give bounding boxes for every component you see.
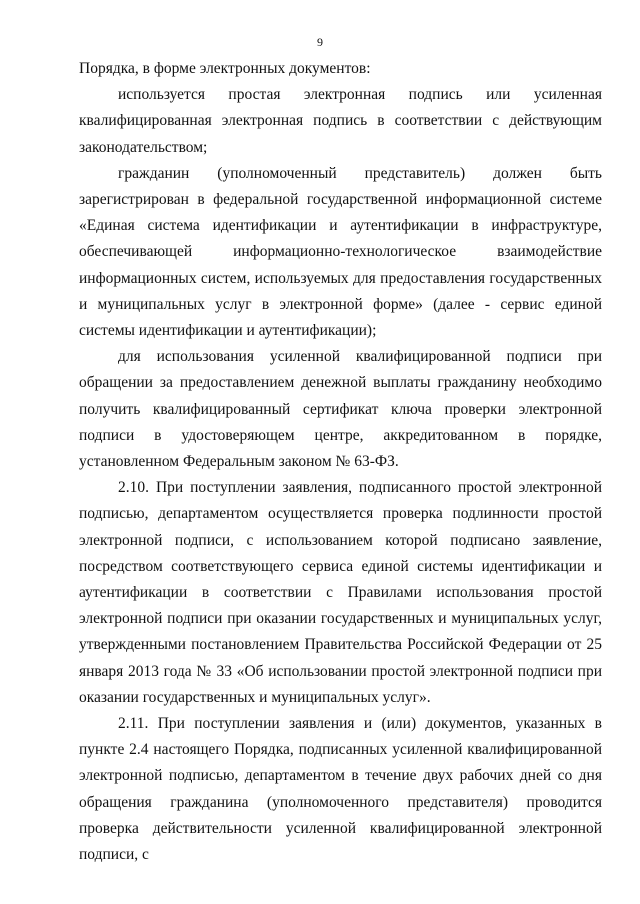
paragraph-2-10: 2.10. При поступлении заявления, подписанного простой электронной подписью, департаментом осуществляется проверка подлинности простой электронной подписи, с использованием которой подписано заявление, посредством соответствующего сервиса единой системы идентификации и аутентификации в соответствии с Правилами использования простой электронной подписи при оказании государственных и муниципальных услуг, утвержденными постановлением Правительства Российской Федерации от 25 января 2013 года № 33 «Об использовании простой электронной подписи при оказании государственных и муниципальных услуг». [79, 479, 602, 706]
paragraph-certificate-requirement: для использования усиленной квалифицированной подписи при обращении за предоставлением денежной выплаты гражданину необходимо получить квалифицированный сертификат ключа проверки электронной подписи в удостоверяющем центре, аккредитованном в порядке, установленном Федеральным законом № 63-ФЗ. [79, 348, 602, 471]
paragraph-signature-type: используется простая электронная подпись или усиленная квалифицированная электронная подпись в соответствии с действующим законодательством; [79, 86, 602, 156]
paragraph-2-11: 2.11. При поступлении заявления и (или) документов, указанных в пункте 2.4 настоящего Порядка, подписанных усиленной квалифицированной электронной подписью, департаментом в течение двух рабочих дней со дня обращения гражданина (уполномоченного представителя) проводится проверка действительности усиленной квалифицированной электронной подписи, с [79, 715, 602, 864]
page-number: 9 [317, 35, 323, 49]
paragraph-intro-continuation: Порядка, в форме электронных документов: [79, 60, 371, 77]
paragraph-esia-registration: гражданин (уполномоченный представитель) должен быть зарегистрирован в федеральной государственной информационной системе «Единая система идентификации и аутентификации в инфраструктуре, обеспечивающей информационно-технологическое взаимодействие информационных систем, используемых для предоставления государственных и муниципальных услуг в электронной форме» (далее - сервис единой системы идентификации и аутентификации); [79, 164, 602, 340]
document-body [79, 56, 602, 868]
